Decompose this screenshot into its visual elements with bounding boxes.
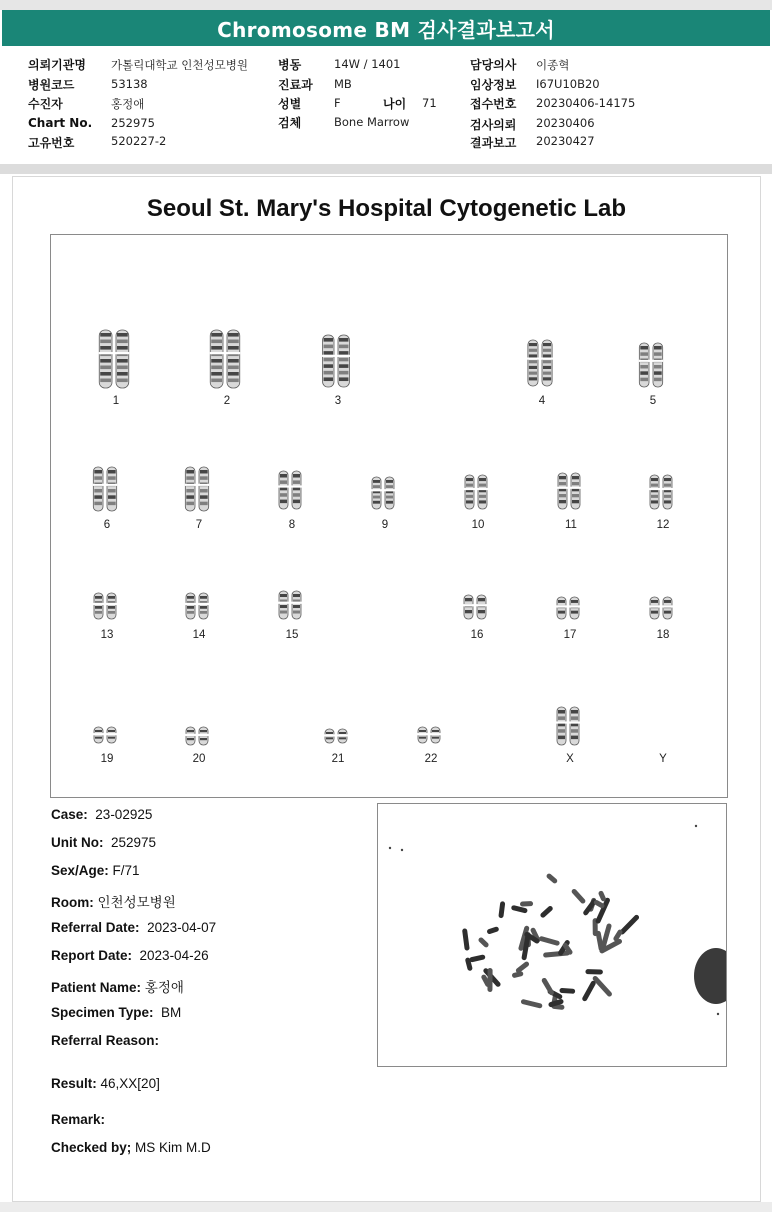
lab-title: Seoul St. Mary's Hospital Cytogenetic Lab — [146, 195, 627, 222]
result-date-value: 20230427 — [536, 134, 595, 148]
debris-speck — [401, 849, 403, 851]
chromosome-pair-1 — [99, 330, 130, 388]
report-date-field: Report Date: 2023-04-26 — [51, 948, 209, 963]
patient-value: 홍정애 — [111, 97, 145, 111]
report-page — [12, 176, 761, 1202]
chromosome-pair-9 — [372, 477, 395, 509]
chromosome-label-7: 7 — [195, 519, 203, 531]
sexage-field: Sex/Age: F/71 — [51, 863, 140, 878]
chromosome-pair-21 — [325, 729, 348, 743]
hospital-code-value: 53138 — [111, 77, 148, 91]
chromosome-pair-5 — [639, 343, 663, 387]
chromosome-pair-10 — [465, 475, 488, 509]
checked-value: MS Kim M.D — [135, 1140, 211, 1155]
chromosome-pair-12 — [650, 475, 673, 509]
karyogram-image — [51, 235, 727, 797]
unique-label: 고유번호 — [28, 136, 75, 150]
referral-date-field: Referral Date: 2023-04-07 — [51, 920, 217, 935]
case-field: Case: 23-02925 — [51, 807, 153, 822]
chart-label: Chart No. — [28, 116, 93, 130]
doctor-label: 담당의사 — [470, 58, 517, 72]
chromosome-label-13: 13 — [100, 629, 114, 641]
sexage-value: F/71 — [112, 863, 140, 878]
chromosome-label-3: 3 — [334, 395, 342, 407]
chromosome-label-22: 22 — [424, 753, 438, 765]
chromosome-label-11: 11 — [565, 519, 577, 531]
metaphase-panel — [377, 803, 727, 1067]
specimen-type-value: BM — [161, 1005, 182, 1020]
chromosome-label-16: 16 — [470, 629, 484, 641]
chromosome-label-15: 15 — [285, 629, 299, 641]
chromosome-pair-3 — [322, 335, 350, 387]
chromosome-label-9: 9 — [381, 519, 389, 531]
sex-label: 성별 — [278, 97, 302, 111]
metaphase-spread-image — [378, 804, 726, 1066]
chromosome-label-6: 6 — [103, 519, 111, 531]
dept-label: 진료과 — [278, 78, 313, 92]
chromosome-pair-14 — [186, 593, 209, 619]
bottom-band — [0, 1202, 772, 1212]
chromosome-pair-15 — [279, 591, 302, 619]
chromosome-label-12: 12 — [656, 519, 670, 531]
interphase-nucleus — [694, 948, 726, 1004]
chromosome-pair-6 — [93, 467, 117, 511]
debris-speck — [389, 847, 391, 849]
result-value: 46,XX[20] — [100, 1076, 160, 1091]
hospital-value: 가톨릭대학교 인천성모병원 — [111, 58, 248, 72]
chromosome-label-10: 10 — [471, 519, 485, 531]
unique-value: 520227-2 — [111, 134, 167, 148]
ward-label: 병동 — [278, 58, 302, 72]
chart-value: 252975 — [111, 116, 155, 130]
chromosome-label-2: 2 — [223, 395, 231, 407]
chromosome-label-21: 21 — [331, 753, 345, 765]
room-field: Room: 인천성모병원 — [51, 895, 176, 910]
report-date-value: 2023-04-26 — [139, 948, 209, 963]
request-value: 20230406 — [536, 116, 595, 130]
dept-value: MB — [334, 77, 352, 91]
chromosome-pair-2 — [210, 330, 241, 388]
chromosome-label-20: 20 — [192, 753, 206, 765]
debris-speck — [695, 825, 697, 827]
debris-speck — [717, 1013, 719, 1015]
patient-name-value: 홍정애 — [144, 980, 184, 995]
chromosome-pair-8 — [279, 471, 302, 509]
chromosome-label-X: X — [566, 753, 574, 765]
chromosome-label-19: 19 — [100, 753, 114, 765]
referral-reason-field: Referral Reason: — [51, 1033, 160, 1048]
clinical-value: I67U10B20 — [536, 77, 600, 91]
patient-name-field: Patient Name: 홍정애 — [51, 980, 184, 995]
chromosome-pair-11 — [558, 473, 581, 509]
room-value: 인천성모병원 — [97, 895, 176, 910]
chromosome-pair-20 — [186, 727, 209, 745]
age-value: 71 — [422, 96, 437, 110]
chromosome-label-17: 17 — [563, 629, 577, 641]
specimen-value: Bone Marrow — [334, 115, 410, 129]
receipt-value: 20230406-14175 — [536, 96, 636, 110]
receipt-label: 접수번호 — [470, 97, 517, 111]
chromosome-label-Y: Y — [659, 753, 667, 765]
section-separator — [0, 164, 772, 174]
chromosome-pair-X — [557, 707, 580, 745]
chromosome-pair-4 — [527, 340, 552, 386]
chromosome-pair-18 — [650, 597, 673, 619]
unit-value: 252975 — [111, 835, 157, 850]
chromosome-label-8: 8 — [288, 519, 296, 531]
sex-value: F — [334, 96, 341, 110]
chromosome-pair-17 — [557, 597, 580, 619]
chromosome-pair-13 — [94, 593, 117, 619]
age-label: 나이 — [383, 97, 407, 111]
patient-info — [0, 46, 772, 164]
top-band — [0, 0, 772, 10]
request-label: 검사의뢰 — [470, 118, 517, 132]
hospital-label: 의뢰기관명 — [28, 58, 86, 72]
clinical-label: 임상정보 — [470, 78, 517, 92]
checked-field: Checked by; MS Kim M.D — [51, 1140, 211, 1155]
karyogram-panel — [50, 234, 728, 798]
report-title: Chromosome BM 검사결과보고서 — [2, 10, 770, 46]
hospital-code-label: 병원코드 — [28, 78, 75, 92]
specimen-label: 검체 — [278, 116, 302, 130]
chromosome-pair-19 — [94, 727, 117, 743]
metaphase-chromosomes — [462, 873, 640, 1010]
result-field: Result: 46,XX[20] — [51, 1076, 160, 1091]
referral-date-value: 2023-04-07 — [147, 920, 217, 935]
ward-value: 14W / 1401 — [334, 57, 401, 71]
chromosome-label-1: 1 — [112, 395, 120, 407]
result-date-label: 결과보고 — [470, 136, 517, 150]
specimen-type-field: Specimen Type: BM — [51, 1005, 182, 1020]
doctor-value: 이종혁 — [536, 58, 570, 72]
chromosome-pair-16 — [464, 595, 487, 619]
chromosome-label-4: 4 — [538, 395, 546, 407]
chromosome-pair-22 — [418, 727, 441, 743]
chromosome-pair-7 — [185, 467, 209, 511]
chromosome-label-18: 18 — [656, 629, 670, 641]
unit-field: Unit No: 252975 — [51, 835, 157, 850]
remark-field: Remark: — [51, 1112, 106, 1127]
chromosome-label-5: 5 — [649, 395, 657, 407]
patient-label: 수진자 — [28, 97, 63, 111]
case-value: 23-02925 — [95, 807, 153, 822]
chromosome-label-14: 14 — [192, 629, 206, 641]
